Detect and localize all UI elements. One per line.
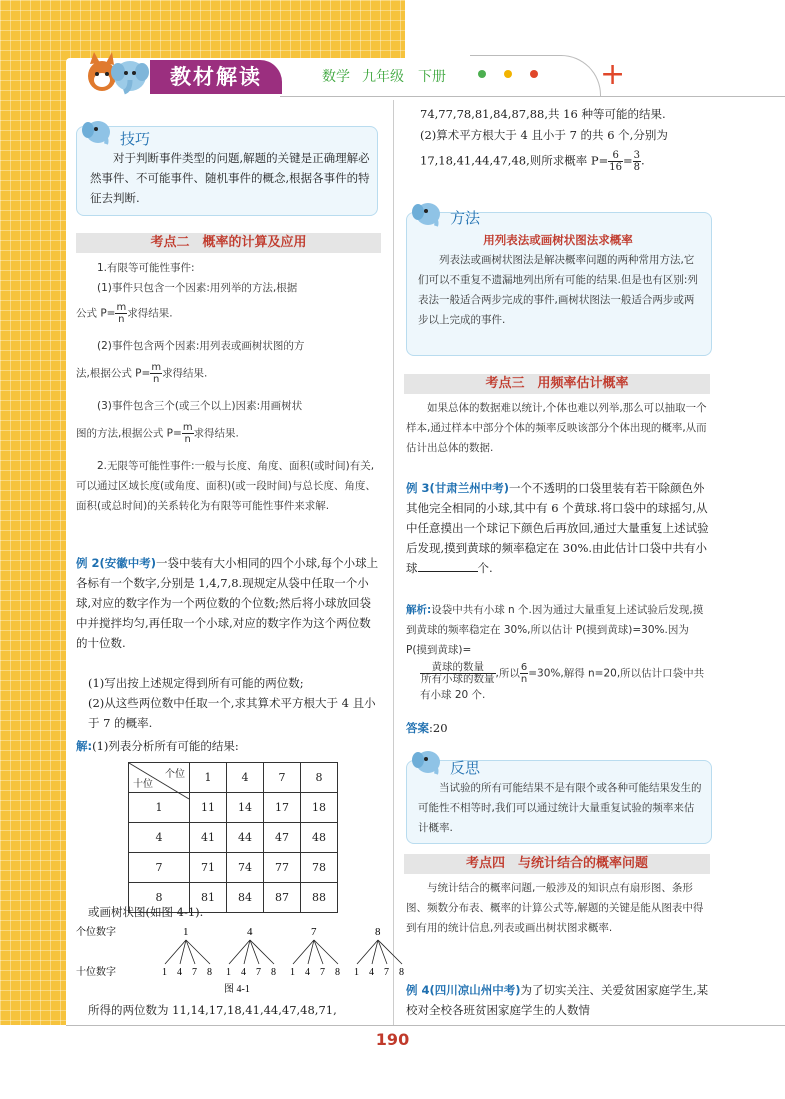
page-number: 190 [375,1030,410,1049]
tree-leaf-node: 1 [226,967,231,978]
cont-line-1: 74,77,78,81,84,87,88,共 16 种等可能的结果. [420,107,666,121]
header-subject: 数学 [322,69,350,85]
method-subtitle: 用列表法或画树状图法求概率 [483,233,633,247]
ex2-q2: (2)从这些两位数中任取一个,求其算术平方根大于 4 且小于 7 的概率. [88,696,376,730]
analysis-text-1: 设袋中共有小球 n 个.因为通过大量重复上述试验后发现,摸到黄球的频率稳定在 30%,所以估计 P(摸到黄球)=30%.因为 P(摸到黄球)= [406,604,704,656]
table-cell: 14 [227,793,264,823]
footer-line [66,1025,785,1026]
fraction-m-n [150,362,162,385]
reflect-title: 反思 [450,759,481,777]
solution-intro [76,736,382,756]
s2-p2a: (1)事件只包含一个因素:用列举的方法,根据 [97,282,298,294]
tree-branch [250,940,274,964]
frac-den: n [184,434,191,445]
frac-den: n [520,674,528,685]
tree-branch [250,940,259,964]
answer-value: :20 [429,721,448,735]
column-divider [393,100,394,1025]
table-corner [129,763,190,793]
table-cell: 81 [190,883,227,913]
table-cell: 11 [190,793,227,823]
cont3-pre: 17,18,41,44,47,48,则所求概率 P= [420,153,609,168]
table-cell: 47 [264,823,301,853]
table-cell: 41 [190,823,227,853]
s2-p3b-post: 求得结果. [162,367,208,380]
tree-branch [186,940,195,964]
table-header-cell: 4 [227,763,264,793]
s2-p4b-pre: 图的方法,根据公式 P= [76,427,182,440]
method-title: 方法 [450,209,481,227]
table-cell: 84 [227,883,264,913]
tree-leaf-node: 1 [290,967,295,978]
method-body: 列表法或画树状图法是解决概率问题的两种常用方法,它们可以不重复不遗漏地列出所有可能的结果.但是也有区别:列表法一般适合两步完成的事件,画树状图法一般适合两步或两步以上完成的事件. [418,254,698,326]
s2-p1: 1.有限等可能性事件: [97,262,195,274]
tree-leaf-node: 7 [320,967,325,978]
tree-leaf-node: 1 [354,967,359,978]
frac-den: 所有小球的数量 [421,673,495,685]
s2-p4b [76,422,384,445]
s2-p2b-pre: 公式 P= [76,307,116,320]
table-row [129,853,338,883]
header-dot-green [478,70,486,78]
row-head: 7 [129,853,190,883]
elephant-icon [80,116,116,148]
tree-leaf-node: 4 [241,967,246,978]
table-row [129,823,338,853]
tree-top-node: 4 [247,926,253,938]
corner-top-label: 个位 [165,769,185,780]
s2-p3b-pre: 法,根据公式 P= [76,367,151,380]
header-dot-yellow [504,70,512,78]
answer-label: 答案 [406,721,429,735]
mascot-illustration [82,50,152,98]
fraction-6-n [520,662,528,685]
table-cell: 44 [227,823,264,853]
figure-caption: 图 4-1 [224,984,250,995]
ex4-text: 为了切实关注、关爱贫困家庭学生,某校对全校各班贫困家庭学生的人数情 [406,983,709,1017]
table-cell: 74 [227,853,264,883]
header-volume: 下册 [418,69,446,85]
frac-den: 8 [633,162,641,173]
analysis-label: 解析: [406,604,432,616]
cont3-end: . [641,153,645,168]
ex4-label: 例 4 [406,983,430,997]
table-cell: 18 [301,793,338,823]
table-cell: 48 [301,823,338,853]
table-header-cell: 7 [264,763,301,793]
frac-num: 3 [633,150,641,161]
section-4-title: 考点四 与统计结合的概率问题 [404,854,710,874]
tree-leaf-node: 1 [162,967,167,978]
frac-den: n [153,374,160,385]
ex3-source: (甘肃兰州中考) [429,481,510,495]
s2-p4a: (3)事件包含三个(或三个以上)因素:用画树状 [97,400,303,412]
yellow-grid-margin [0,0,66,1025]
frac-num: 6 [608,150,623,162]
table-cell: 78 [301,853,338,883]
ex3-label: 例 3 [406,481,430,495]
s4-text: 与统计结合的概率问题,一般涉及的知识点有扇形图、条形图、频数分布表、概率的计算公式等,解题的关键是能从图表中得到有用的统计信息,列表或画出树状图求概率. [406,882,704,934]
tree-row1-label: 个位数字 [76,927,116,938]
fraction-m-n [182,422,194,445]
fraction-yellow-total [420,662,496,685]
cont3-eq: = [623,153,633,168]
ex2-text: 一袋中装有大小相同的四个小球,每个小球上各标有一个数字,分别是 1,4,7,8.现规定从袋中任取一个小球,对应的数字作为一个两位数的个位数;然后将小球放回袋中并搅拌均匀,再任取一个小球,对应的数字作为这个两位数的十位数. [76,556,379,650]
analysis-text-2: =30%,解得 n=20,所以估计口袋中共有小球 20 个. [420,667,705,701]
example-4 [406,980,710,1020]
fraction-m-n [115,302,127,325]
tree-leaf-node: 7 [256,967,261,978]
tree-branch [186,940,210,964]
frac-den: n [118,314,125,325]
table-header-row [129,763,338,793]
frac-num: m [151,362,162,373]
tree-leaf-node: 8 [207,967,212,978]
s2-p5: 2.无限等可能性事件:一般与长度、角度、面积(或时间)有关,可以通过区域长度(或角度、面积)(或一段时间)与总长度、角度、面积(或总时间)的关系转化为有限等可能性事件来求解. [76,460,376,512]
elephant-icon [410,746,446,778]
frac-num: 6 [520,662,528,673]
results-line: 所得的两位数为 11,14,17,18,41,44,47,48,71, [88,1003,337,1017]
fraction-3-8 [633,150,641,173]
ex2-source: (安徽中考) [99,556,157,570]
analysis-1 [406,600,710,660]
tree-leaf-node: 4 [369,967,374,978]
tree-branch [314,940,338,964]
s2-p2b [76,302,384,325]
tree-leaf-node: 8 [271,967,276,978]
tip-title: 技巧 [120,130,151,148]
tree-leaf-node: 7 [192,967,197,978]
ex3-blank-suffix: 个. [477,561,493,575]
s2-p3b [76,362,384,385]
s2-p2b-post: 求得结果. [127,307,173,320]
frac-num: m [116,302,127,313]
section-3-title: 考点三 用频率估计概率 [404,374,710,394]
tree-leaf-node: 4 [305,967,310,978]
tree-branches [162,926,404,978]
row-head: 1 [129,793,190,823]
ex2-q1: (1)写出按上述规定得到所有可能的两位数; [88,676,304,690]
ex2-label: 例 2 [76,556,100,570]
table-cell: 71 [190,853,227,883]
table-header-cell: 1 [190,763,227,793]
frac-den: 16 [609,162,622,173]
table-cell: 17 [264,793,301,823]
tree-leaf-node: 8 [399,967,404,978]
tree-branch [378,940,402,964]
brand-title: 教材解读 [150,60,282,94]
tree-diagram [76,920,404,1000]
tree-leaf-node: 4 [177,967,182,978]
table-cell: 87 [264,883,301,913]
answer-line [406,718,448,738]
s3-text: 如果总体的数据难以统计,个体也难以列举,那么可以抽取一个样本,通过样本中部分个体的频率反映该部分个体出现的概率,从而估计出总体的数据. [406,402,707,454]
tree-top-node: 1 [183,926,189,938]
tree-branch [378,940,387,964]
answer-blank [418,571,478,572]
example-2 [76,553,382,653]
tip-body: 对于判断事件类型的问题,解题的关键是正确理解必然事件、不可能事件、随机事件的概念,根据各事件的特征去判断. [90,151,370,205]
row-head: 8 [129,883,190,913]
tree-leaf-node: 8 [335,967,340,978]
header-dot-red [530,70,538,78]
header-line [280,96,785,97]
table-cell: 77 [264,853,301,883]
reflect-body: 当试验的所有可能结果不是有限个或各种可能结果发生的可能性不相等时,我们可以通过统计大量重复试验的频率来估计概率. [418,782,702,834]
corner-bottom-label: 十位 [133,779,153,790]
analysis-2 [420,662,710,705]
s2-p3a: (2)事件包含两个因素:用列表或画树状图的方 [97,340,305,352]
tree-top-node: 8 [375,926,381,938]
header-grade: 九年级 [362,69,404,85]
s2-p4b-post: 求得结果. [193,427,239,440]
fraction-6-16 [608,150,623,173]
table-cell: 88 [301,883,338,913]
tree-row2-label: 十位数字 [76,967,116,978]
cont-line-3 [420,150,720,173]
tree-branch [314,940,323,964]
outcomes-table [128,762,338,913]
elephant-icon [410,198,446,230]
ex3-text: 一个不透明的口袋里装有若干除颜色外其他完全相同的小球,其中有 6 个黄球.将口袋中的球摇匀,从中任意摸出一个球记下颜色后再放回,通过大量重复上述试验后发现,摸到黄球的频率稳定在 30%.由此估计口袋中共有小球 [406,481,709,575]
table-header-cell: 8 [301,763,338,793]
tree-leaf-node: 7 [384,967,389,978]
ex4-source: (四川凉山州中考) [429,983,521,997]
cont-line-2: (2)算术平方根大于 4 且小于 7 的共 6 个,分别为 [420,128,668,142]
frac-num: 黄球的数量 [420,662,496,674]
row-head: 4 [129,823,190,853]
plus-icon: + [600,57,626,92]
section-2-title: 考点二 概率的计算及应用 [76,233,381,253]
tree-top-node: 7 [311,926,317,938]
solution-label: 解: [76,739,93,753]
analysis-mid: ,所以 [495,667,520,680]
solution-text: (1)列表分析所有可能的结果: [92,739,239,753]
frac-num: m [182,422,193,433]
tree-intro: 或画树状图(如图 4-1). [88,905,204,919]
example-3 [406,478,710,578]
